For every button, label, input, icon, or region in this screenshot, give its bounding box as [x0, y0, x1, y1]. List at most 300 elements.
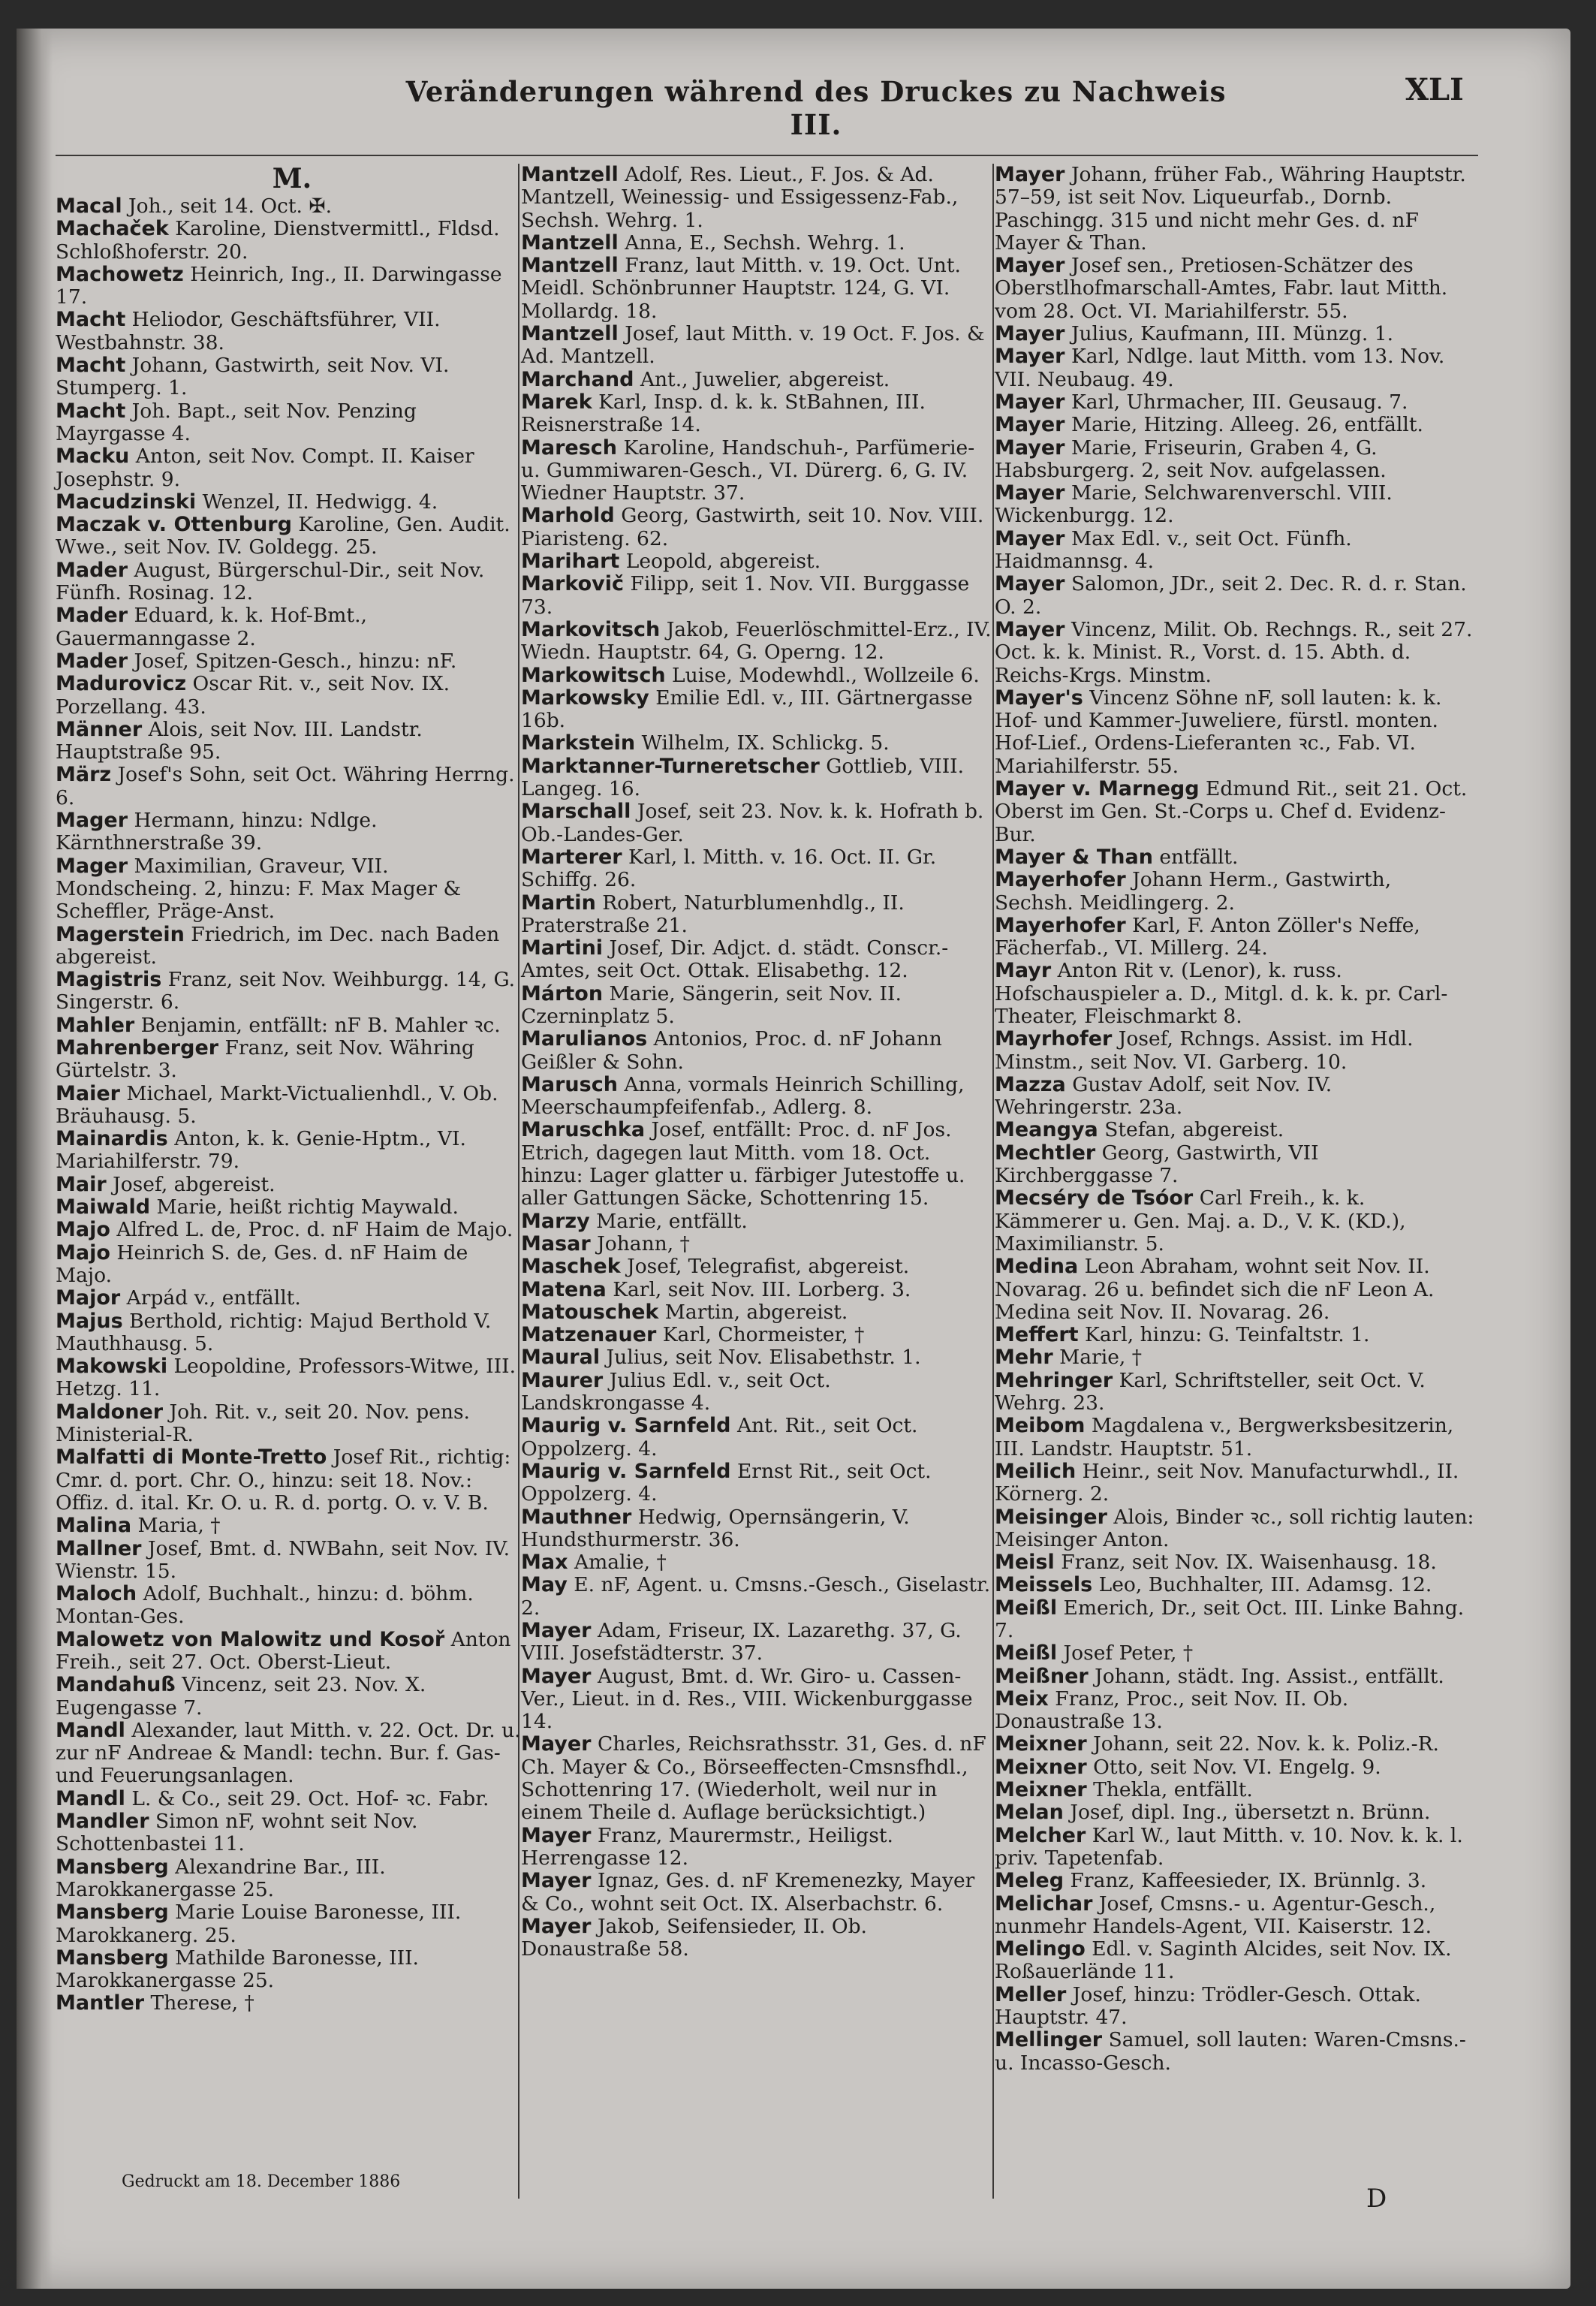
entry-name: Meilich — [995, 1459, 1077, 1483]
entry-text: Salomon, JDr., seit 2. Dec. R. d. r. Stan. O. 2. — [995, 572, 1467, 619]
directory-entry — [56, 1810, 528, 1856]
entry-text: Amalie, † — [574, 1551, 667, 1575]
directory-entry — [56, 1242, 528, 1288]
entry-text: Josef's Sohn, seit Oct. Währing Herrng. 6. — [56, 763, 515, 809]
entry-text: Marie, entfällt. — [596, 1209, 748, 1233]
print-date: Gedruckt am 18. December 1886 — [122, 2172, 401, 2191]
entry-name: Marihart — [521, 550, 620, 574]
directory-entry — [995, 482, 1475, 528]
entry-name: Marschall — [521, 800, 631, 824]
entry-text: Leon Abraham, wohnt seit Nov. II. Novarag. 26 u. befindet sich die nF Leon A. Medina seit Nov. II. Novarag. 26. — [995, 1255, 1435, 1324]
entry-name: Macht — [56, 308, 126, 332]
directory-entry — [995, 869, 1475, 915]
directory-entry — [521, 892, 992, 938]
directory-entry — [995, 1460, 1475, 1506]
entry-name: Mantzell — [521, 254, 619, 278]
entry-text: Samuel, soll lauten: Waren-Cmsns.- u. Incasso-Gesch. — [995, 2028, 1466, 2075]
entry-name: Mantzell — [521, 163, 619, 186]
directory-entry — [995, 778, 1475, 846]
directory-entry — [521, 369, 992, 391]
entry-text: Georg, Gastwirth, seit 10. Nov. VIII. Piaristeng. 62. — [521, 504, 984, 550]
entry-name: Meixner — [995, 1778, 1087, 1802]
entry-name: Mayer — [995, 526, 1065, 550]
directory-entry — [521, 1210, 992, 1233]
directory-entry — [995, 915, 1475, 960]
entry-text: Marie, Friseurin, Graben 4, G. Habsburgerg. 2, seit Nov. aufgelassen. — [995, 436, 1387, 482]
entry-text: Vincenz Söhne nF, soll lauten: k. k. Hof- und Kammer-Juweliere, fürstl. monten. Hof-Lief., Ordens-Lieferanten ꝛc., Fab. VI. Mariahilferstr. 55. — [995, 686, 1442, 778]
entry-name: Maloch — [56, 1582, 137, 1606]
directory-entry — [521, 164, 992, 232]
entry-name: Mayer — [521, 1732, 592, 1756]
entry-name: Melan — [995, 1801, 1064, 1825]
entry-text: Max Edl. v., seit Oct. Fünfh. Haidmannsg. 4. — [995, 526, 1352, 574]
directory-entry — [521, 1301, 992, 1324]
entry-name: Mansberg — [56, 1901, 169, 1925]
column-2 — [521, 164, 992, 1961]
directory-entry — [995, 960, 1475, 1028]
entry-name: Macht — [56, 354, 126, 378]
directory-entry — [56, 218, 528, 264]
entry-name: Martin — [521, 891, 596, 915]
entry-text: Berthold, richtig: Majud Berthold V. Mauthhausg. 5. — [56, 1309, 492, 1355]
entry-name: Maier — [56, 1081, 120, 1105]
entry-name: Mayer — [995, 572, 1065, 596]
entry-text: Edmund Rit., seit 21. Oct. Oberst im Gen. St.-Corps u. Chef d. Evidenz-Bur. — [995, 777, 1468, 846]
section-heading: M. — [272, 163, 312, 194]
entry-text: Alfred L. de, Proc. d. nF Haim de Majo. — [116, 1218, 513, 1242]
directory-entry — [521, 1916, 992, 1961]
directory-entry — [56, 309, 528, 354]
entry-name: Melichar — [995, 1892, 1093, 1916]
entry-text: Marie, Sängerin, seit Nov. II. Czerninplatz 5. — [521, 981, 902, 1028]
directory-entry — [56, 719, 528, 764]
entry-text: Emilie Edl. v., III. Gärtnergasse 16b. — [521, 686, 973, 733]
entry-text: Vincenz, seit 23. Nov. X. Eugengasse 7. — [56, 1673, 426, 1720]
entry-text: Anton, k. k. Genie-Hptm., VI. Mariahilferstr. 79. — [56, 1127, 466, 1174]
directory-entry — [56, 650, 528, 673]
entry-name: Mader — [56, 604, 128, 628]
directory-entry — [995, 573, 1475, 619]
directory-entry — [995, 345, 1475, 391]
entry-text: Heinrich, Ing., II. Darwingasse 17. — [56, 262, 502, 309]
directory-entry — [56, 1128, 528, 1174]
entry-list — [56, 195, 528, 2015]
entry-name: Mair — [56, 1172, 107, 1196]
entry-text: Heliodor, Geschäftsführer, VII. Westbahnstr. 38. — [56, 308, 441, 354]
entry-text: Martin, abgereist. — [664, 1300, 848, 1324]
entry-name: Markowitsch — [521, 663, 666, 687]
entry-text: Vincenz, Milit. Ob. Rechngs. R., seit 27. Oct. k. k. Minist. R., Vorst. d. 15. Abth. d. Reichs-Krgs. Minstm. — [995, 617, 1473, 687]
directory-entry — [995, 1255, 1475, 1324]
entry-name: Mansberg — [56, 1946, 169, 1970]
directory-entry — [995, 1574, 1475, 1596]
entry-text: Leopold, abgereist. — [625, 550, 821, 574]
directory-entry — [521, 1028, 992, 1074]
entry-text: Hedwig, Opernsängerin, V. Hundsthurmerstr. 36. — [521, 1505, 910, 1551]
entry-name: Mayer — [521, 1914, 592, 1938]
directory-entry — [56, 809, 528, 855]
entry-name: Meixner — [995, 1755, 1087, 1779]
entry-name: Mantzell — [521, 231, 619, 255]
entry-name: Mayer & Than — [995, 845, 1153, 869]
directory-entry — [521, 755, 992, 801]
directory-entry — [56, 1515, 528, 1537]
directory-entry — [995, 1142, 1475, 1188]
directory-entry — [521, 391, 992, 437]
entry-text: Karl, Ndlge. laut Mitth. vom 13. Nov. VII. Neubaug. 49. — [995, 345, 1445, 391]
directory-entry — [995, 1642, 1475, 1665]
directory-entry — [995, 391, 1475, 414]
entry-name: Meixner — [995, 1732, 1087, 1756]
directory-entry — [995, 164, 1475, 255]
entry-text: August, Bürgerschul-Dir., seit Nov. Fünfh. Rosinag. 12. — [56, 558, 485, 605]
directory-entry — [995, 414, 1475, 436]
entry-name: Marzy — [521, 1209, 590, 1233]
entry-text: Leo, Buchhalter, III. Adamsg. 12. — [1098, 1573, 1432, 1597]
entry-name: Meangya — [995, 1118, 1098, 1142]
entry-text: Otto, seit Nov. VI. Engelg. 9. — [1093, 1755, 1381, 1779]
entry-text: Anton Rit v. (Lenor), k. russ. Hofschauspieler a. D., Mitgl. d. k. k. pr. Carl-Theater, Fleischmarkt 8. — [995, 959, 1448, 1028]
entry-name: Malfatti di Monte-Tretto — [56, 1445, 327, 1470]
directory-entry — [995, 1801, 1475, 1824]
entry-name: März — [56, 763, 112, 787]
directory-entry — [995, 1074, 1475, 1120]
entry-name: Mecséry de Tsóor — [995, 1186, 1194, 1210]
directory-entry — [995, 846, 1475, 869]
directory-entry — [521, 232, 992, 255]
entry-text: Franz, Maurermstr., Heiligst. Herrengasse 12. — [521, 1823, 893, 1870]
directory-entry — [521, 1119, 992, 1210]
directory-entry — [521, 1551, 992, 1574]
entry-text: Benjamin, entfällt: nF B. Mahler ꝛc. — [140, 1013, 501, 1037]
entry-text: Josef, Telegrafist, abgereist. — [627, 1255, 910, 1279]
entry-name: Malowetz von Malowitz und Kosoř — [56, 1627, 445, 1651]
entry-name: May — [521, 1573, 568, 1597]
entry-text: Johann, seit 22. Nov. k. k. Poliz.-R. — [1093, 1732, 1439, 1756]
entry-text: Karl, hinzu: G. Teinfaltstr. 1. — [1085, 1323, 1370, 1347]
entry-text: Johann, Gastwirth, seit Nov. VI. Stumperg. 1. — [56, 354, 450, 400]
directory-entry — [995, 1779, 1475, 1801]
entry-text: Franz, Kaffeesieder, IX. Brünnlg. 3. — [1070, 1869, 1427, 1893]
directory-entry — [995, 1119, 1475, 1141]
entry-text: Filipp, seit 1. Nov. VII. Burggasse 73. — [521, 572, 970, 619]
directory-entry — [995, 619, 1475, 687]
directory-entry — [56, 1219, 528, 1241]
entry-text: Ant. Rit., seit Oct. Oppolzerg. 4. — [521, 1414, 918, 1460]
entry-name: Mayer — [521, 1619, 592, 1642]
entry-text: Josef, hinzu: Trödler-Gesch. Ottak. Hauptstr. 47. — [995, 1982, 1421, 2030]
directory-entry — [56, 764, 528, 809]
entry-name: Mayer — [995, 617, 1065, 641]
directory-entry — [995, 1938, 1475, 1984]
entry-name: Machaček — [56, 217, 169, 241]
directory-entry — [521, 1665, 992, 1734]
entry-name: Max — [521, 1551, 568, 1575]
directory-entry — [995, 1187, 1475, 1255]
entry-name: Mayer — [995, 345, 1065, 369]
entry-text: Julius, Kaufmann, III. Münzg. 1. — [1071, 322, 1394, 346]
entry-name: Markovitsch — [521, 617, 661, 641]
directory-entry — [56, 855, 528, 924]
entry-name: Maiwald — [56, 1195, 151, 1219]
directory-entry — [995, 528, 1475, 574]
entry-name: Mayerhofer — [995, 868, 1126, 892]
entry-name: Mayer — [995, 390, 1065, 414]
entry-name: Mayerhofer — [995, 913, 1126, 937]
entry-text: Marie, † — [1059, 1346, 1143, 1370]
entry-name: Meisl — [995, 1551, 1055, 1575]
entry-text: Adolf, Res. Lieut., F. Jos. & Ad. Mantzell, Weinessig- und Essigessenz-Fab., Sechsh. Wehrg. 1. — [521, 163, 959, 232]
entry-name: Matouschek — [521, 1300, 659, 1324]
entry-text: Josef, Bmt. d. NWBahn, seit Nov. IV. Wienstr. 15. — [56, 1536, 510, 1583]
directory-entry — [521, 1825, 992, 1870]
entry-name: Majo — [56, 1240, 110, 1265]
entry-text: Emerich, Dr., seit Oct. III. Linke Bahng. 7. — [995, 1596, 1465, 1642]
directory-entry — [521, 1346, 992, 1369]
directory-entry — [995, 1893, 1475, 1939]
entry-name: Maldoner — [56, 1400, 164, 1424]
entry-text: Karl, Uhrmacher, III. Geusaug. 7. — [1071, 390, 1408, 414]
entry-text: Anna, E., Sechsh. Wehrg. 1. — [625, 231, 905, 255]
entry-text: Johann, städt. Ing. Assist., entfällt. — [1095, 1664, 1444, 1688]
directory-entry — [521, 1870, 992, 1916]
entry-name: Mayer v. Marnegg — [995, 777, 1200, 801]
directory-entry — [521, 983, 992, 1029]
directory-entry — [995, 687, 1475, 778]
directory-entry — [56, 264, 528, 309]
entry-name: Madurovicz — [56, 672, 187, 696]
entry-name: Maural — [521, 1346, 601, 1370]
entry-name: Markowsky — [521, 686, 649, 710]
entry-text: Antonios, Proc. d. nF Johann Geißler & Sohn. — [521, 1027, 942, 1074]
directory-entry — [56, 514, 528, 559]
entry-text: Mathilde Baronesse, III. Marokkanergasse 25. — [56, 1946, 419, 1993]
directory-entry — [56, 673, 528, 719]
entry-text: Georg, Gastwirth, VII Kirchberggasse 7. — [995, 1141, 1319, 1188]
directory-entry — [995, 1415, 1475, 1460]
signature-mark: D — [1366, 2184, 1387, 2214]
entry-name: Mayer — [995, 481, 1065, 505]
entry-name: Mayrhofer — [995, 1027, 1113, 1051]
entry-text: Karl, F. Anton Zöller's Neffe, Fächerfab., VI. Millerg. 24. — [995, 913, 1420, 960]
directory-entry — [995, 1370, 1475, 1415]
entry-name: Mayer — [995, 322, 1065, 346]
directory-entry — [521, 573, 992, 619]
directory-entry — [56, 1401, 528, 1447]
entry-name: Mayer — [995, 413, 1065, 437]
entry-name: Mayer — [521, 1664, 592, 1688]
entry-text: Wenzel, II. Hedwigg. 4. — [202, 490, 438, 514]
entry-text: Julius Edl. v., seit Oct. Landskrongasse 4. — [521, 1368, 831, 1415]
directory-entry — [521, 1233, 992, 1255]
entry-name: Martini — [521, 936, 604, 960]
directory-entry — [521, 846, 992, 892]
entry-name: Meißl — [995, 1641, 1058, 1665]
entry-text: Ant., Juwelier, abgereist. — [640, 367, 890, 391]
entry-text: Leopoldine, Professors-Witwe, III. Hetzg. 11. — [56, 1355, 516, 1401]
entry-text: Michael, Markt-Victualienhdl., V. Ob. Bräuhausg. 5. — [56, 1081, 498, 1128]
entry-text: Karl, seit Nov. III. Lorberg. 3. — [613, 1277, 911, 1301]
entry-text: Franz, seit Nov. Weihburgg. 14, G. Singerstr. 6. — [56, 968, 516, 1014]
entry-text: Stefan, abgereist. — [1104, 1118, 1284, 1142]
entry-name: Mandler — [56, 1810, 149, 1834]
directory-entry — [521, 1733, 992, 1824]
entry-text: Josef, laut Mitth. v. 19 Oct. F. Jos. & Ad. Mantzell. — [521, 322, 985, 369]
entry-text: Joh. Bapt., seit Nov. Penzing Mayrgasse 4. — [56, 399, 417, 445]
entry-text: Josef, seit 23. Nov. k. k. Hofrath b. Ob.-Landes-Ger. — [521, 800, 984, 846]
directory-entry — [995, 437, 1475, 483]
directory-entry — [995, 2029, 1475, 2075]
entry-name: Macku — [56, 445, 130, 469]
page-header: Veränderungen während des Druckes zu Nachweis III. — [405, 75, 1227, 141]
entry-text: Maria, † — [137, 1514, 221, 1538]
entry-name: Malina — [56, 1514, 132, 1538]
directory-entry — [56, 195, 528, 218]
directory-entry — [995, 1346, 1475, 1369]
entry-text: Jakob, Seifensieder, II. Ob. Donaustraße 58. — [521, 1914, 867, 1961]
entry-text: Arpád v., entfällt. — [126, 1286, 301, 1310]
entry-text: Therese, † — [150, 1991, 254, 2015]
directory-entry — [521, 1415, 992, 1460]
directory-entry — [995, 1506, 1475, 1552]
entry-name: Mansberg — [56, 1855, 169, 1879]
entry-text: Josef, dipl. Ing., übersetzt n. Brünn. — [1070, 1801, 1431, 1825]
directory-entry — [521, 937, 992, 983]
entry-text: Anton Freih., seit 27. Oct. Oberst-Lieut. — [56, 1627, 511, 1674]
entry-text: Josef, Cmsns.- u. Agentur-Gesch., nunmehr Handels-Agent, VII. Kaiserstr. 12. — [995, 1892, 1436, 1938]
entry-text: Karl, Schriftsteller, seit Oct. V. Wehrg. 23. — [995, 1368, 1426, 1415]
entry-text: Charles, Reichsrathsstr. 31, Ges. d. nF Ch. Mayer & Co., Börseeffecten-Cmsnsfhdl., Schottenring 17. (Wiederholt, weil nur in einem Theile d. Auflage berücksichtigt.) — [521, 1732, 986, 1825]
directory-entry — [56, 1196, 528, 1219]
entry-name: Majo — [56, 1218, 110, 1242]
entry-name: Maczak v. Ottenburg — [56, 513, 292, 537]
entry-text: Alois, Binder ꝛc., soll richtig lauten: Meisinger Anton. — [995, 1505, 1474, 1551]
directory-entry — [56, 1287, 528, 1310]
entry-name: Marusch — [521, 1072, 618, 1096]
directory-entry — [56, 491, 528, 514]
entry-name: Mantler — [56, 1991, 145, 2015]
entry-text: Julius, seit Nov. Elisabethstr. 1. — [606, 1346, 921, 1370]
column-rule — [992, 164, 994, 2199]
entry-name: Maurer — [521, 1368, 604, 1392]
entry-name: Mayer — [521, 1823, 592, 1847]
entry-name: Maschek — [521, 1255, 621, 1279]
entry-name: Meißner — [995, 1664, 1089, 1688]
entry-text: E. nF, Agent. u. Cmsns.-Gesch., Giselastr. 2. — [521, 1573, 991, 1620]
directory-entry — [56, 1014, 528, 1037]
entry-text: Alexandrine Bar., III. Marokkanergasse 25. — [56, 1855, 386, 1901]
entry-name: Mallner — [56, 1536, 142, 1560]
directory-entry — [995, 1870, 1475, 1892]
entry-text: Karoline, Dienstvermittl., Fldsd. Schloßhoferstr. 20. — [56, 217, 500, 264]
directory-entry — [56, 354, 528, 400]
entry-text: Edl. v. Saginth Alcides, seit Nov. IX. Roßauerlände 11. — [995, 1937, 1452, 1984]
entry-name: Mayer — [995, 163, 1065, 186]
column-1 — [56, 164, 528, 2015]
entry-name: Meißl — [995, 1596, 1058, 1620]
entry-name: Mandl — [56, 1718, 125, 1742]
entry-name: Marek — [521, 390, 592, 414]
entry-text: Marie Louise Baronesse, III. Marokkanerg. 25. — [56, 1901, 462, 1947]
entry-name: Mazza — [995, 1072, 1066, 1096]
directory-entry — [56, 1856, 528, 1902]
entry-text: Josef, Spitzen-Gesch., hinzu: nF. — [134, 649, 457, 673]
entry-text: Karl, Insp. d. k. k. StBahnen, III. Reisnerstraße 14. — [521, 390, 926, 437]
directory-entry — [521, 255, 992, 323]
entry-text: Karoline, Handschuh-, Parfümerie- u. Gummiwaren-Gesch., VI. Dürerg. 6, G. IV. Wiedner Hauptstr. 37. — [521, 436, 975, 505]
directory-entry — [995, 1028, 1475, 1074]
entry-name: Marulianos — [521, 1027, 648, 1051]
entry-name: Meleg — [995, 1869, 1065, 1893]
entry-list — [521, 164, 992, 1961]
entry-text: Thekla, entfällt. — [1093, 1778, 1253, 1802]
entry-text: Marie, heißt richtig Maywald. — [156, 1195, 459, 1219]
directory-entry — [521, 1574, 992, 1620]
entry-text: Friedrich, im Dec. nach Baden abgereist. — [56, 922, 500, 969]
entry-name: Márton — [521, 981, 604, 1005]
entry-name: Mager — [56, 854, 128, 878]
directory-entry — [56, 1355, 528, 1401]
entry-text: Alexander, laut Mitth. v. 22. Oct. Dr. u. zur nF Andreae & Mandl: techn. Bur. f. Gas- und Feuerungsanlagen. — [56, 1718, 521, 1788]
directory-entry — [56, 1446, 528, 1515]
entry-text: Josef, abgereist. — [113, 1172, 276, 1196]
entry-text: Wilhelm, IX. Schlickg. 5. — [641, 731, 890, 755]
directory-entry — [995, 1984, 1475, 2030]
entry-name: Meix — [995, 1687, 1049, 1711]
entry-text: Karl, l. Mitth. v. 16. Oct. II. Gr. Schiffg. 26. — [521, 845, 937, 892]
directory-entry — [995, 1825, 1475, 1870]
directory-entry — [995, 1665, 1475, 1688]
entry-text: Franz, seit Nov. Währing Gürtelstr. 3. — [56, 1035, 474, 1083]
directory-entry — [56, 1901, 528, 1947]
entry-text: Marie, Selchwarenverschl. VIII. Wickenburgg. 12. — [995, 481, 1393, 528]
entry-name: Matena — [521, 1277, 607, 1301]
entry-text: entfällt. — [1159, 845, 1239, 869]
directory-entry — [995, 255, 1475, 323]
entry-text: Maximilian, Graveur, VII. Mondscheing. 2, hinzu: F. Max Mager & Scheffler, Präge-Anst. — [56, 854, 462, 924]
directory-entry — [521, 665, 992, 687]
entry-text: L. & Co., seit 29. Oct. Hof- ꝛc. Fabr. — [131, 1786, 489, 1810]
entry-text: Joh., seit 14. Oct. ✠. — [128, 194, 333, 218]
entry-name: Melingo — [995, 1937, 1086, 1961]
directory-entry — [56, 1538, 528, 1584]
directory-entry — [521, 1324, 992, 1346]
entry-name: Meissels — [995, 1573, 1093, 1597]
header-rule — [56, 155, 1478, 156]
entry-text: Ernst Rit., seit Oct. Oppolzerg. 4. — [521, 1459, 932, 1506]
entry-name: Mayer — [995, 436, 1065, 460]
entry-name: Marchand — [521, 367, 634, 391]
directory-entry — [521, 1370, 992, 1415]
entry-name: Mayer — [521, 1869, 592, 1893]
entry-name: Meller — [995, 1982, 1067, 2006]
entry-name: Markovič — [521, 572, 625, 596]
entry-name: Mayr — [995, 959, 1052, 983]
entry-text: Heinrich S. de, Ges. d. nF Haim de Majo. — [56, 1240, 468, 1287]
entry-name: Mager — [56, 809, 128, 833]
directory-entry — [521, 1255, 992, 1278]
entry-text: Hermann, hinzu: Ndlge. Kärnthnerstraße 39. — [56, 809, 378, 855]
directory-entry — [56, 969, 528, 1014]
directory-entry — [995, 323, 1475, 345]
entry-name: Meibom — [995, 1414, 1086, 1438]
entry-text: Karoline, Gen. Audit. Wwe., seit Nov. IV. Goldegg. 25. — [56, 513, 510, 559]
entry-name: Melcher — [995, 1823, 1086, 1847]
entry-name: Marterer — [521, 845, 622, 869]
directory-entry — [521, 550, 992, 573]
entry-name: Medina — [995, 1255, 1079, 1279]
entry-text: Alois, seit Nov. III. Landstr. Hauptstraße 95. — [56, 717, 423, 764]
